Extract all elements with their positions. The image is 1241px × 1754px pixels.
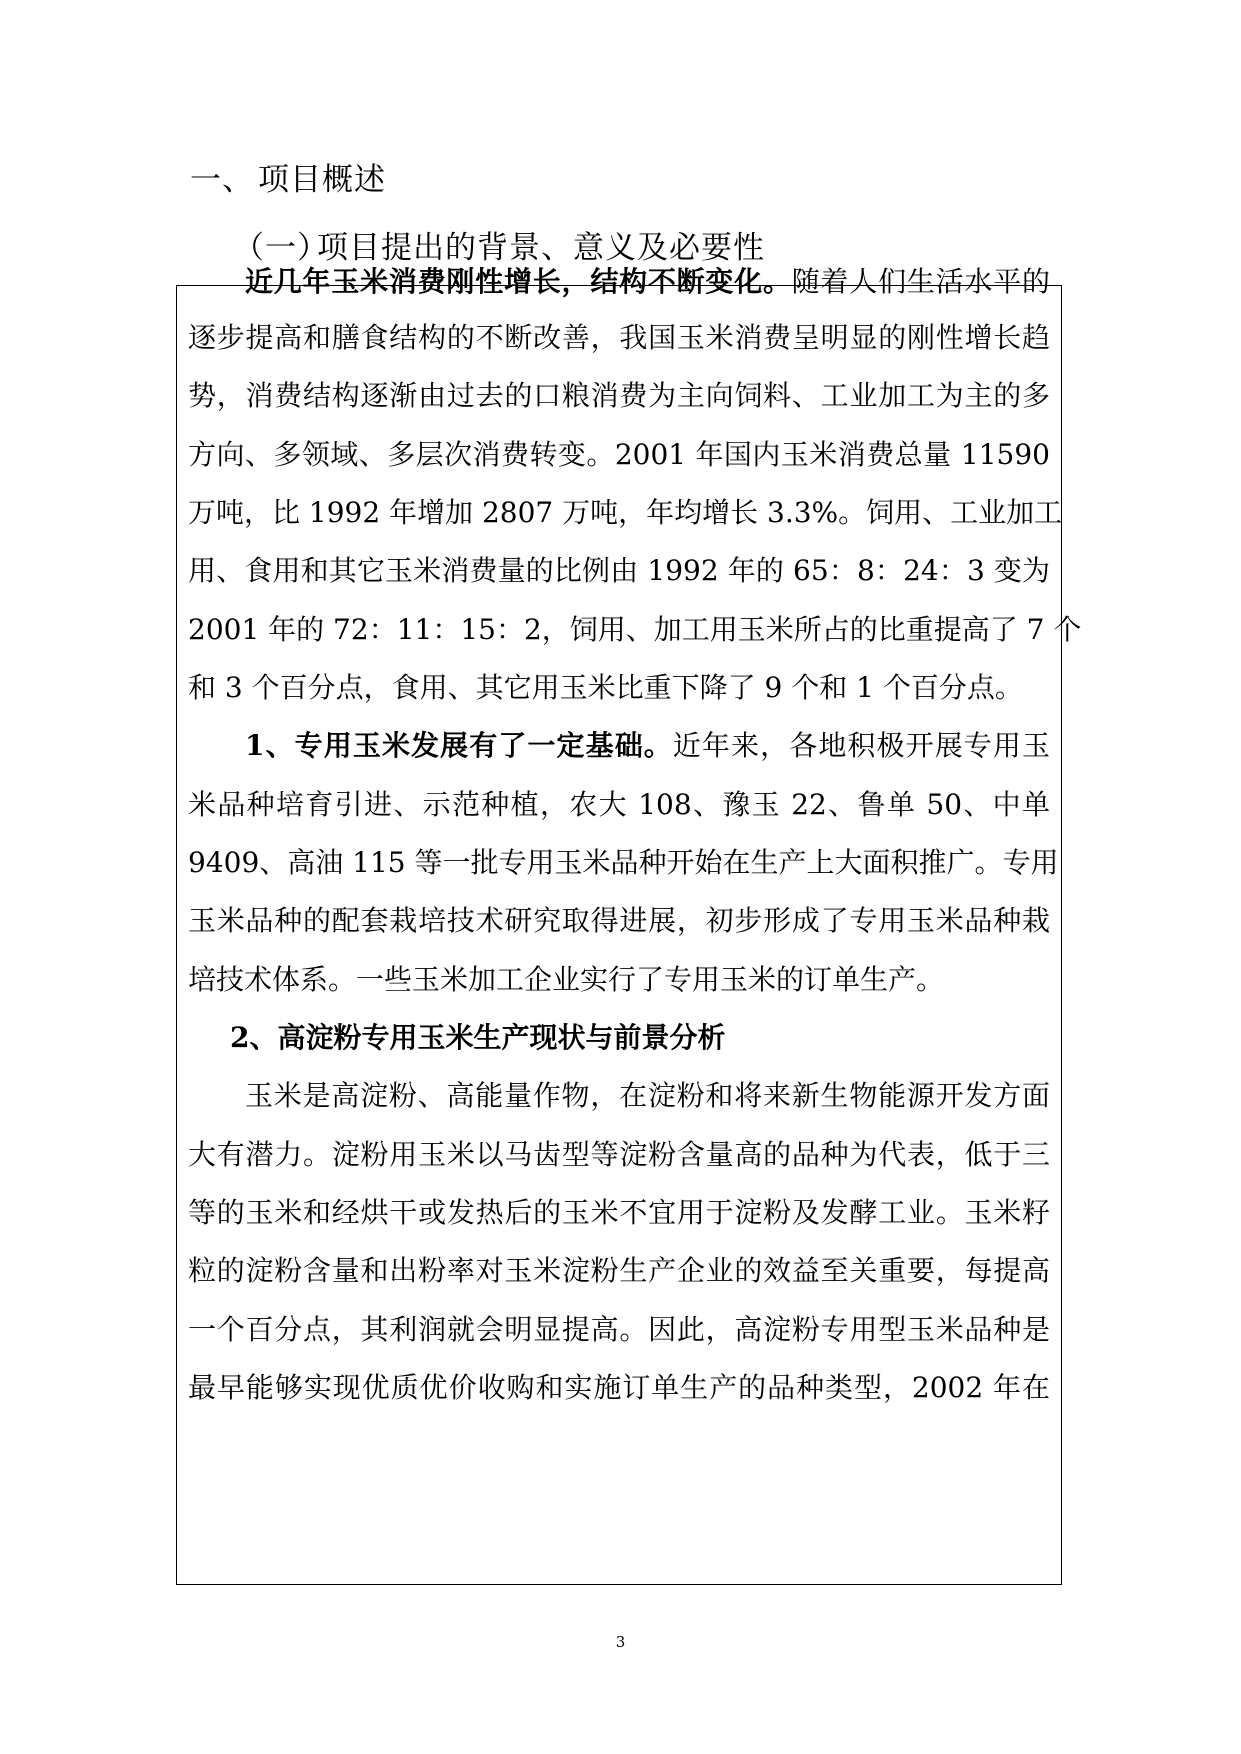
paragraph-line: 米品种培育引进、示范种植，农大 108、豫玉 22、鲁单 50、中单 <box>188 788 1050 821</box>
paragraph-lead: 近几年玉米消费刚性增长，结构不断变化。 <box>245 265 792 298</box>
paragraph-line: 方向、多领域、多层次消费转变。2001 年国内玉米消费总量 11590 <box>188 438 1050 471</box>
paragraph-line: 等的玉米和经烘干或发热后的玉米不宜用于淀粉及发酵工业。玉米籽 <box>188 1196 1050 1229</box>
paragraph-line: 粒的淀粉含量和出粉率对玉米淀粉生产企业的效益至关重要，每提高 <box>188 1254 1050 1287</box>
paragraph-line: 和 3 个百分点，食用、其它用玉米比重下降了 9 个和 1 个百分点。 <box>188 671 1023 704</box>
paragraph-line: 大有潜力。淀粉用玉米以马齿型等淀粉含量高的品种为代表，低于三 <box>188 1138 1050 1171</box>
section-title: 项目概述 <box>258 162 386 198</box>
paragraph-line: 近几年玉米消费刚性增长，结构不断变化。随着人们生活水平的 <box>245 265 1050 298</box>
paragraph-line: 万吨，比 1992 年增加 2807 万吨，年均增长 3.3%。饲用、工业加工 <box>188 496 1063 529</box>
paragraph-line: 玉米是高淀粉、高能量作物，在淀粉和将来新生物能源开发方面 <box>245 1079 1050 1112</box>
paragraph-line: 用、食用和其它玉米消费量的比例由 1992 年的 65：8：24：3 变为 <box>188 554 1050 587</box>
paragraph-line: 一个百分点，其利润就会明显提高。因此，高淀粉专用型玉米品种是 <box>188 1313 1050 1346</box>
section-heading <box>190 160 386 200</box>
paragraph-line: 9409、高油 115 等一批专用玉米品种开始在生产上大面积推广。专用 <box>188 846 1059 879</box>
paragraph-line: 1、专用玉米发展有了一定基础。近年来，各地积极开展专用玉 <box>245 729 1050 762</box>
paragraph-lead: 1、专用玉米发展有了一定基础。 <box>245 729 673 762</box>
subsection-number: （一） <box>233 230 329 266</box>
subsection-title: 项目提出的背景、意义及必要性 <box>317 230 765 266</box>
paragraph-line: 2001 年的 72：11：15：2，饲用、加工用玉米所占的比重提高了 7 个 <box>188 613 1082 646</box>
section-number: 一、 <box>190 162 254 198</box>
paragraph-line: 势，消费结构逐渐由过去的口粮消费为主向饲料、工业加工为主的多 <box>188 379 1050 412</box>
paragraph-line: 玉米品种的配套栽培技术研究取得进展，初步形成了专用玉米品种栽 <box>188 904 1050 937</box>
numbered-subheading: 2、高淀粉专用玉米生产现状与前景分析 <box>230 1021 726 1054</box>
paragraph-line: 培技术体系。一些玉米加工企业实行了专用玉米的订单生产。 <box>188 963 945 996</box>
page-number: 3 <box>615 1633 626 1651</box>
paragraph-line: 最早能够实现优质优价收购和实施订单生产的品种类型，2002 年在 <box>188 1371 1050 1404</box>
paragraph-line: 逐步提高和膳食结构的不断改善，我国玉米消费呈明显的刚性增长趋 <box>188 321 1050 354</box>
